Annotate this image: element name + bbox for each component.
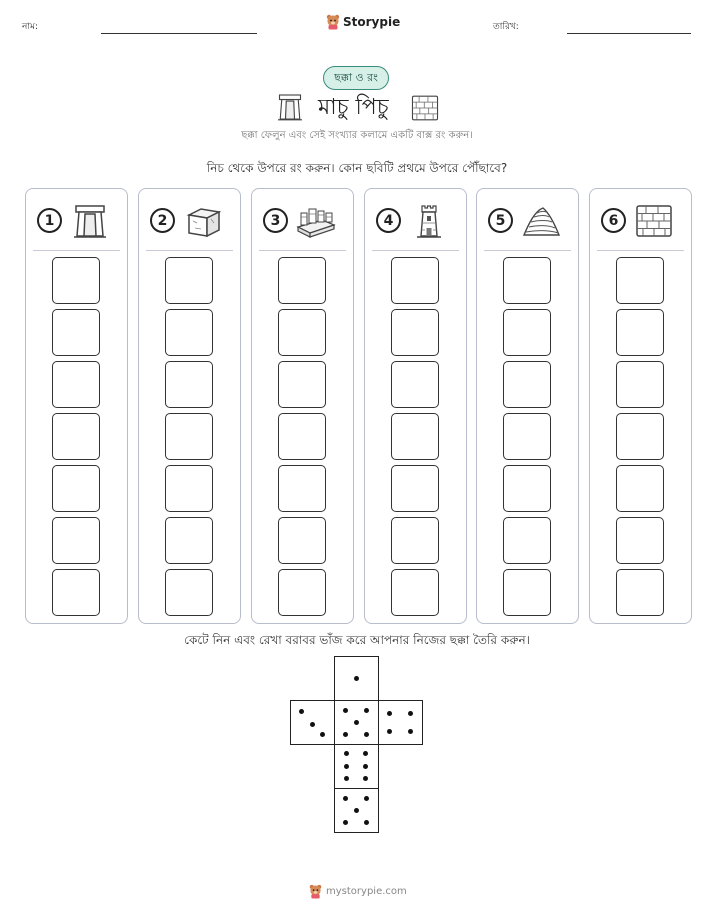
color-box[interactable] xyxy=(391,517,439,564)
die-pip xyxy=(364,820,369,825)
die-pip xyxy=(387,711,392,716)
color-box[interactable] xyxy=(52,361,100,408)
column-divider xyxy=(484,250,571,251)
column-number: 4 xyxy=(376,208,401,233)
color-box[interactable] xyxy=(52,257,100,304)
die-pip xyxy=(343,732,348,737)
color-box[interactable] xyxy=(278,465,326,512)
die-pip xyxy=(344,764,349,769)
color-box[interactable] xyxy=(503,517,551,564)
column-3 xyxy=(251,188,354,624)
footer xyxy=(309,884,407,899)
column-divider xyxy=(597,250,684,251)
color-box[interactable] xyxy=(165,465,213,512)
color-box[interactable] xyxy=(503,257,551,304)
color-box[interactable] xyxy=(52,465,100,512)
color-box[interactable] xyxy=(52,517,100,564)
color-box[interactable] xyxy=(391,309,439,356)
color-box[interactable] xyxy=(391,257,439,304)
color-box[interactable] xyxy=(503,309,551,356)
color-box[interactable] xyxy=(391,465,439,512)
brand-name: Storypie xyxy=(343,15,401,29)
column-1 xyxy=(25,188,128,624)
column-6 xyxy=(589,188,692,624)
color-box[interactable] xyxy=(616,517,664,564)
brand-logo xyxy=(326,14,400,30)
die-pip xyxy=(344,776,349,781)
stone-gate-icon xyxy=(70,203,110,239)
column-divider xyxy=(259,250,346,251)
stone-gate-icon xyxy=(275,92,305,122)
column-5 xyxy=(476,188,579,624)
column-divider xyxy=(372,250,459,251)
die-pip xyxy=(364,708,369,713)
category-badge: ছক্কা ও রং xyxy=(323,66,389,90)
color-box[interactable] xyxy=(52,309,100,356)
instruction: নিচ থেকে উপরে রং করুন। কোন ছবিটি প্রথমে উপরে পৌঁছাবে? xyxy=(206,161,508,175)
color-box[interactable] xyxy=(503,361,551,408)
date-line[interactable] xyxy=(567,33,691,34)
color-box[interactable] xyxy=(616,257,664,304)
die-pip xyxy=(343,708,348,713)
die-pip xyxy=(354,720,359,725)
stone-wall-icon xyxy=(410,94,440,122)
column-divider xyxy=(33,250,120,251)
tower-icon xyxy=(409,203,449,239)
color-box[interactable] xyxy=(503,413,551,460)
die-face-left xyxy=(290,700,335,745)
die-pip xyxy=(363,776,368,781)
die-pip xyxy=(310,722,315,727)
stone-wall-icon xyxy=(634,203,674,239)
color-box[interactable] xyxy=(616,465,664,512)
die-pip xyxy=(408,711,413,716)
color-box[interactable] xyxy=(278,517,326,564)
die-pip xyxy=(363,751,368,756)
die-pip xyxy=(343,796,348,801)
color-box[interactable] xyxy=(616,569,664,616)
column-number: 1 xyxy=(37,208,62,233)
column-divider xyxy=(146,250,233,251)
die-face-bottom xyxy=(334,788,379,833)
column-number: 3 xyxy=(263,208,288,233)
color-box[interactable] xyxy=(165,413,213,460)
die-face-right xyxy=(378,700,423,745)
date-label: তারিখ: xyxy=(493,22,519,32)
color-box[interactable] xyxy=(616,309,664,356)
color-box[interactable] xyxy=(503,465,551,512)
color-box[interactable] xyxy=(278,569,326,616)
name-label: নাম: xyxy=(22,22,39,32)
stone-block-icon xyxy=(183,203,223,239)
die-pip xyxy=(354,808,359,813)
page-title: মাচু পিচু xyxy=(318,95,389,120)
footer-website: mystorypie.com xyxy=(326,886,407,897)
color-box[interactable] xyxy=(391,413,439,460)
color-box[interactable] xyxy=(616,413,664,460)
die-pip xyxy=(363,764,368,769)
column-number: 5 xyxy=(488,208,513,233)
color-box[interactable] xyxy=(278,361,326,408)
die-pip xyxy=(387,729,392,734)
color-box[interactable] xyxy=(278,257,326,304)
color-box[interactable] xyxy=(165,517,213,564)
die-pip xyxy=(343,820,348,825)
terraced-hill-icon xyxy=(521,203,561,239)
die-pip xyxy=(320,732,325,737)
color-box[interactable] xyxy=(165,361,213,408)
color-box[interactable] xyxy=(278,413,326,460)
column-2 xyxy=(138,188,241,624)
color-box[interactable] xyxy=(391,569,439,616)
die-face-center xyxy=(334,700,379,745)
color-box[interactable] xyxy=(616,361,664,408)
color-box[interactable] xyxy=(165,569,213,616)
die-pip xyxy=(364,796,369,801)
die-pip xyxy=(354,676,359,681)
die-pip xyxy=(299,709,304,714)
die-pip xyxy=(408,729,413,734)
column-4 xyxy=(364,188,467,624)
color-box[interactable] xyxy=(503,569,551,616)
color-box[interactable] xyxy=(52,413,100,460)
color-box[interactable] xyxy=(165,309,213,356)
die-pip xyxy=(344,751,349,756)
color-box[interactable] xyxy=(165,257,213,304)
column-number: 6 xyxy=(601,208,626,233)
color-box[interactable] xyxy=(278,309,326,356)
die-face-top xyxy=(334,656,379,701)
subtitle: ছক্কা ফেলুন এবং সেই সংখ্যার কলামে একটি বাক্স রং করুন। xyxy=(241,130,473,141)
bear-mascot-icon xyxy=(326,14,340,30)
name-line[interactable] xyxy=(101,33,257,34)
cut-instruction: কেটে নিন এবং রেখা বরাবর ভাঁজ করে আপনার নিজের ছক্কা তৈরি করুন। xyxy=(184,633,530,647)
column-number: 2 xyxy=(150,208,175,233)
die-pip xyxy=(364,732,369,737)
bear-mascot-icon xyxy=(309,884,322,899)
color-box[interactable] xyxy=(391,361,439,408)
ruins-icon xyxy=(296,203,336,239)
color-box[interactable] xyxy=(52,569,100,616)
die-face-lower xyxy=(334,744,379,789)
